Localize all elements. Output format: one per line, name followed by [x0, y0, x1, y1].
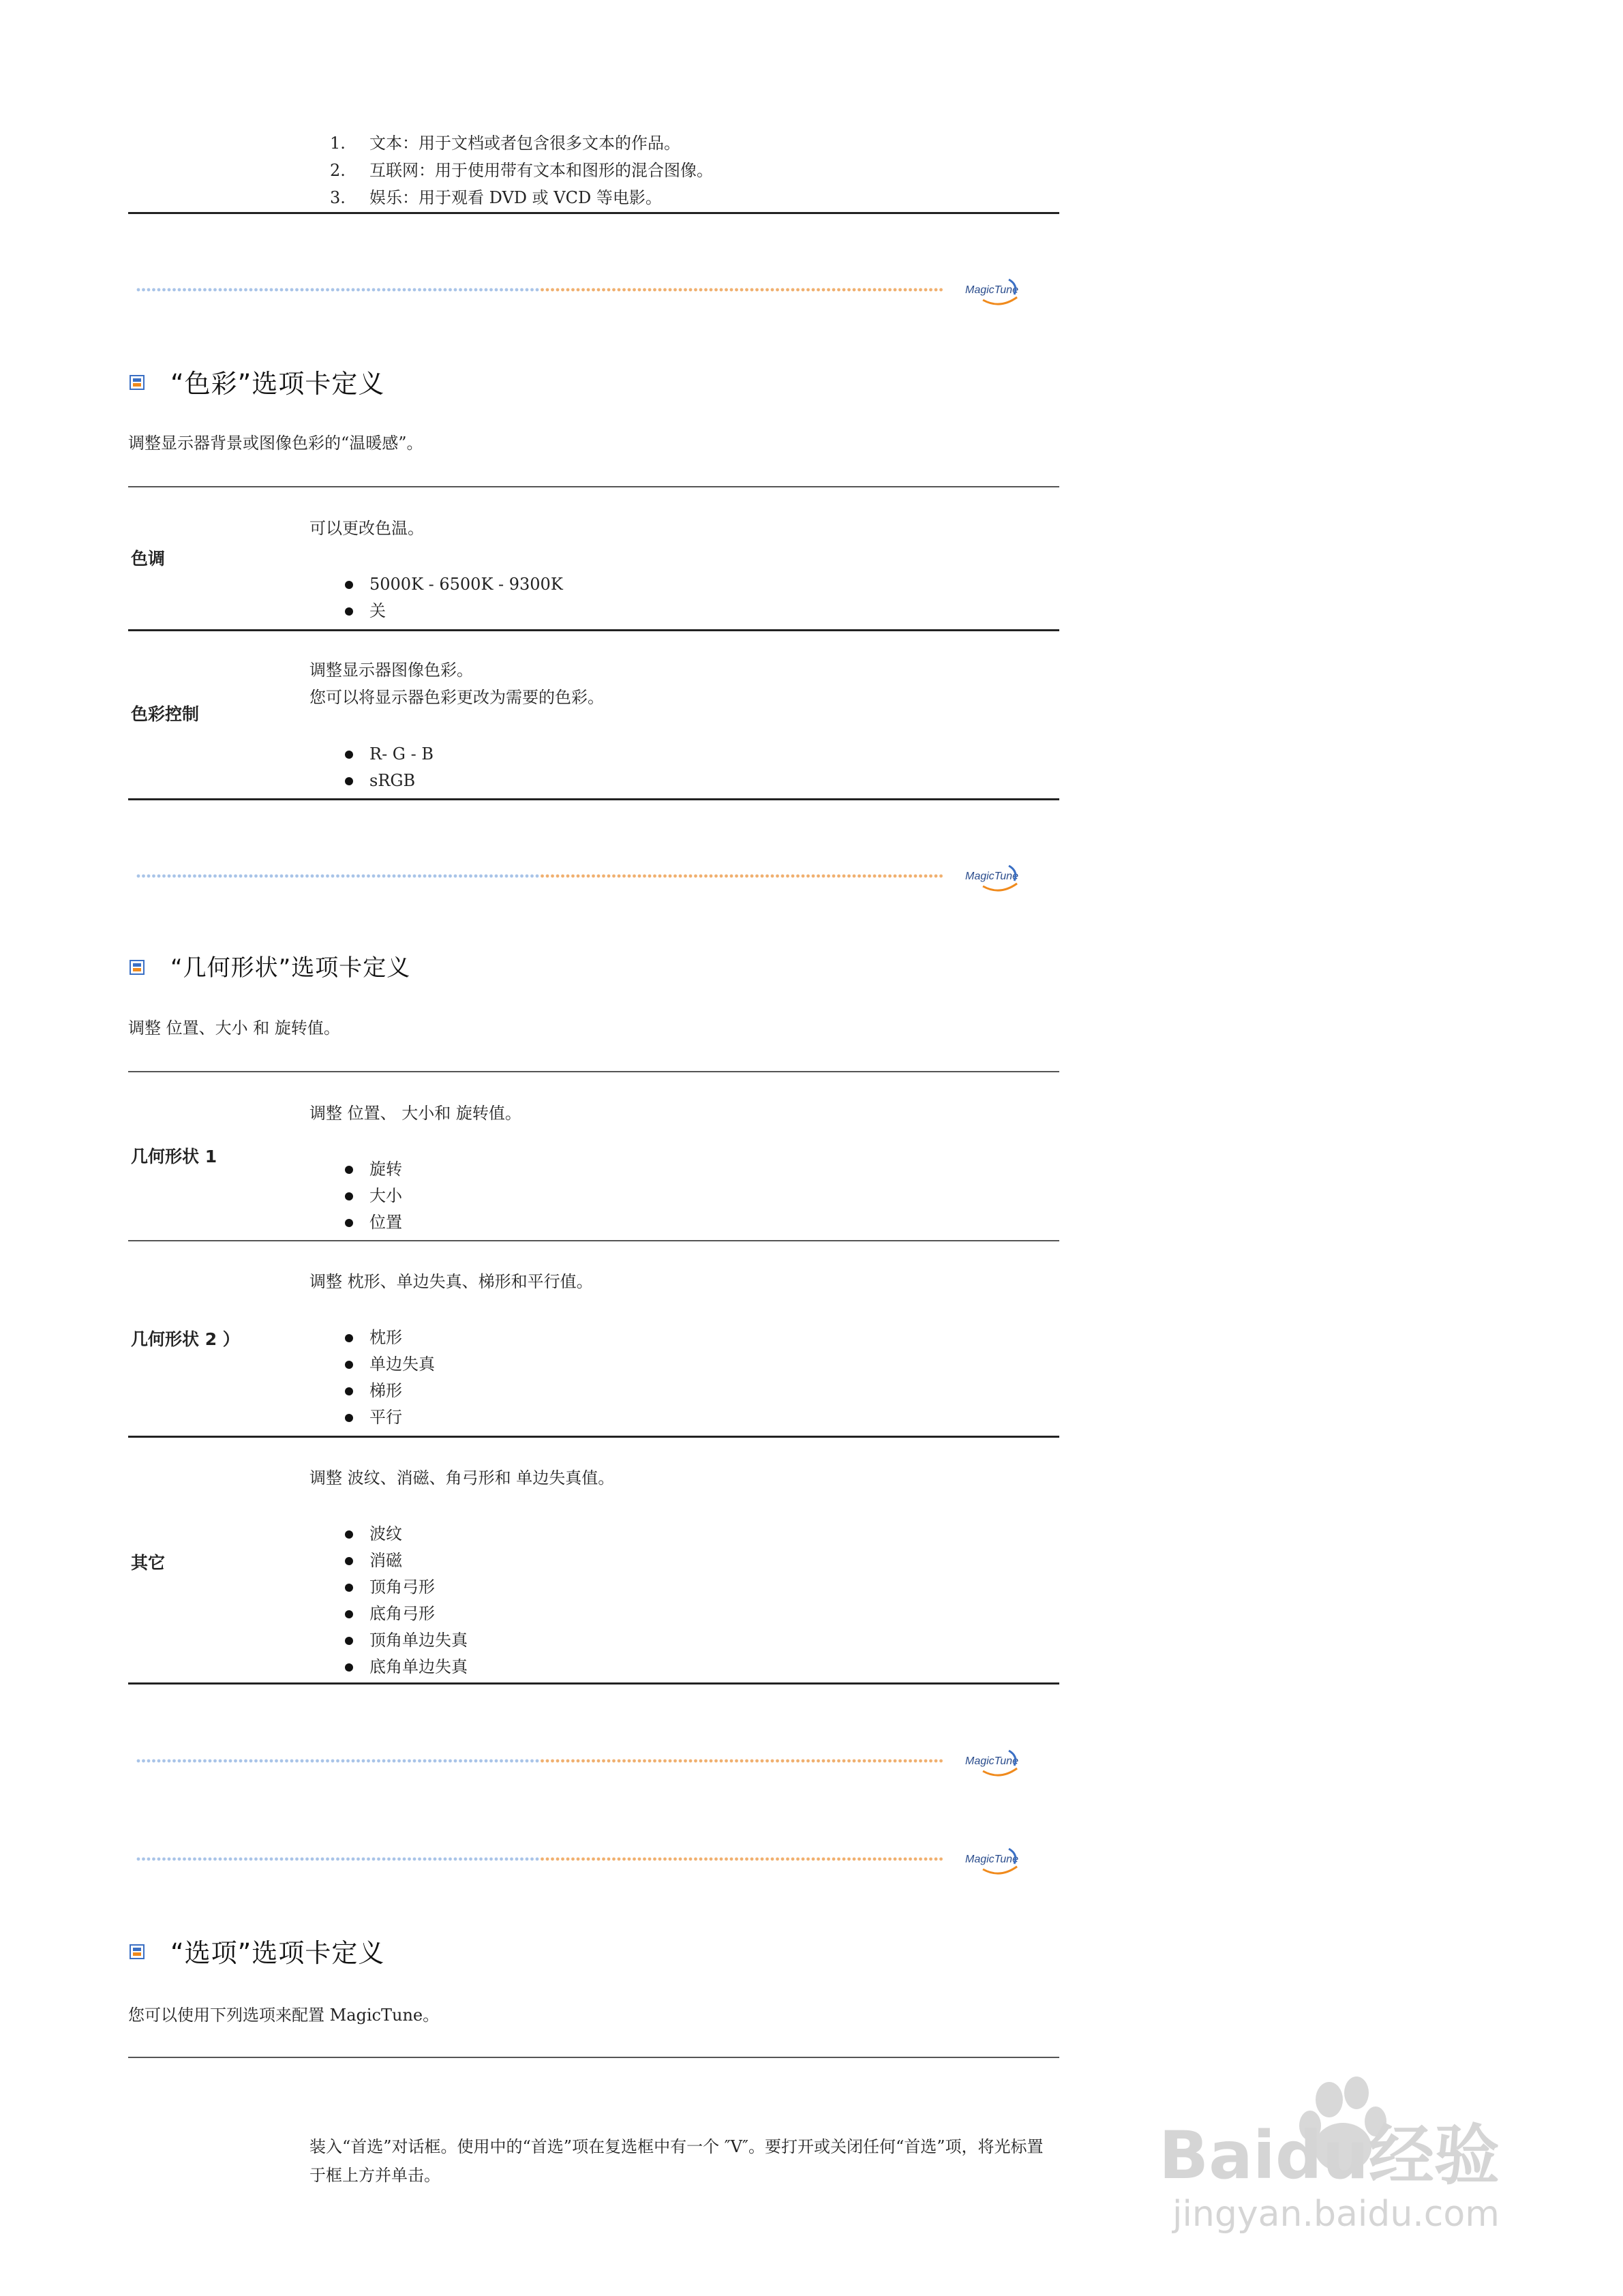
dotted-divider: [136, 873, 944, 879]
list-item: 顶角单边失真: [341, 1627, 468, 1654]
bullet-list: [341, 1325, 435, 1431]
baidu-jingyan-watermark: [1159, 2072, 1541, 2236]
row-text: 您可以将显示器色彩更改为需要的色彩。: [309, 688, 604, 707]
options-paragraph: 装入“首选”对话框。使用中的“首选”项在复选框中有一个 ″V″。要打开或关闭任何“首选”项，将光标置于框上方并单击。: [309, 2137, 1044, 2185]
section-bullet-icon: [130, 375, 145, 390]
section-description: 调整 位置、大小 和 旋转值。: [128, 1018, 340, 1038]
list-item: sRGB: [341, 768, 434, 794]
section-bullet-icon: [130, 1944, 145, 1959]
svg-text:Baidu经验: Baidu经验: [1159, 2117, 1500, 2194]
svg-text:MagicTune: MagicTune: [965, 1755, 1018, 1767]
row-label: 色调: [131, 549, 166, 569]
row-text: 可以更改色温。: [309, 519, 424, 538]
list-item: 枕形: [341, 1325, 435, 1351]
divider: [128, 1682, 1059, 1685]
list-item: 2. 互联网：用于使用带有文本和图形的混合图像。: [330, 161, 713, 180]
list-item: 平行: [341, 1404, 435, 1431]
list-item: 梯形: [341, 1378, 435, 1404]
section-description: 调整显示器背景或图像色彩的“温暖感”。: [128, 434, 423, 453]
list-item: 位置: [341, 1209, 402, 1236]
bullet-list: [341, 741, 434, 794]
row-text: 调整 波纹、消磁、角弓形和 单边失真值。: [309, 1468, 615, 1487]
bullet-list: [341, 571, 563, 624]
dotted-divider: [136, 287, 944, 292]
divider: [128, 486, 1059, 487]
section-bullet-icon: [130, 960, 145, 975]
row-label: 色彩控制: [131, 704, 200, 724]
row-label: 几何形状 1: [131, 1147, 217, 1166]
intro-list: [330, 130, 713, 211]
list-item: 顶角弓形: [341, 1574, 468, 1601]
dotted-divider: [136, 1856, 944, 1862]
list-item: 消磁: [341, 1547, 468, 1574]
list-item: 1. 文本：用于文档或者包含很多文本的作品。: [330, 134, 680, 153]
list-item: 底角单边失真: [341, 1654, 468, 1680]
row-text: 调整显示器图像色彩。: [309, 661, 473, 680]
magictune-logo: [962, 270, 1037, 311]
section-title: “选项”选项卡定义: [170, 1938, 385, 1968]
section-title: “色彩”选项卡定义: [170, 369, 385, 399]
list-item: 关: [341, 598, 563, 624]
divider: [128, 2057, 1059, 2058]
magictune-logo: [962, 856, 1037, 897]
row-text: 调整 位置、 大小和 旋转值。: [309, 1104, 521, 1123]
list-item: 底角弓形: [341, 1601, 468, 1627]
svg-text:MagicTune: MagicTune: [965, 871, 1018, 882]
list-item: 大小: [341, 1183, 402, 1209]
divider: [128, 798, 1059, 800]
section-description: 您可以使用下列选项来配置 MagicTune。: [128, 2006, 440, 2025]
dotted-divider: [136, 1758, 944, 1764]
row-label: 其它: [131, 1553, 166, 1573]
svg-text:MagicTune: MagicTune: [965, 284, 1018, 296]
bullet-list: [341, 1156, 402, 1236]
list-item: 单边失真: [341, 1351, 435, 1378]
section-title: “几何形状”选项卡定义: [170, 954, 411, 982]
magictune-logo: [962, 1741, 1037, 1782]
list-item: 旋转: [341, 1156, 402, 1183]
list-item: R- G - B: [341, 741, 434, 768]
divider: [128, 212, 1059, 214]
list-item: 波纹: [341, 1521, 468, 1547]
divider: [128, 1240, 1059, 1241]
magictune-logo: [962, 1839, 1037, 1880]
svg-text:jingyan.baidu.com: jingyan.baidu.com: [1172, 2194, 1500, 2235]
bullet-list: [341, 1521, 468, 1680]
list-item: 3. 娱乐：用于观看 DVD 或 VCD 等电影。: [330, 188, 662, 207]
divider: [128, 1436, 1059, 1438]
row-text: 调整 枕形、单边失真、梯形和平行值。: [309, 1272, 593, 1291]
list-item: 5000K - 6500K - 9300K: [341, 571, 563, 598]
svg-text:MagicTune: MagicTune: [965, 1854, 1018, 1865]
divider: [128, 1071, 1059, 1072]
divider: [128, 629, 1059, 631]
row-label: 几何形状 2 ）: [131, 1329, 240, 1349]
